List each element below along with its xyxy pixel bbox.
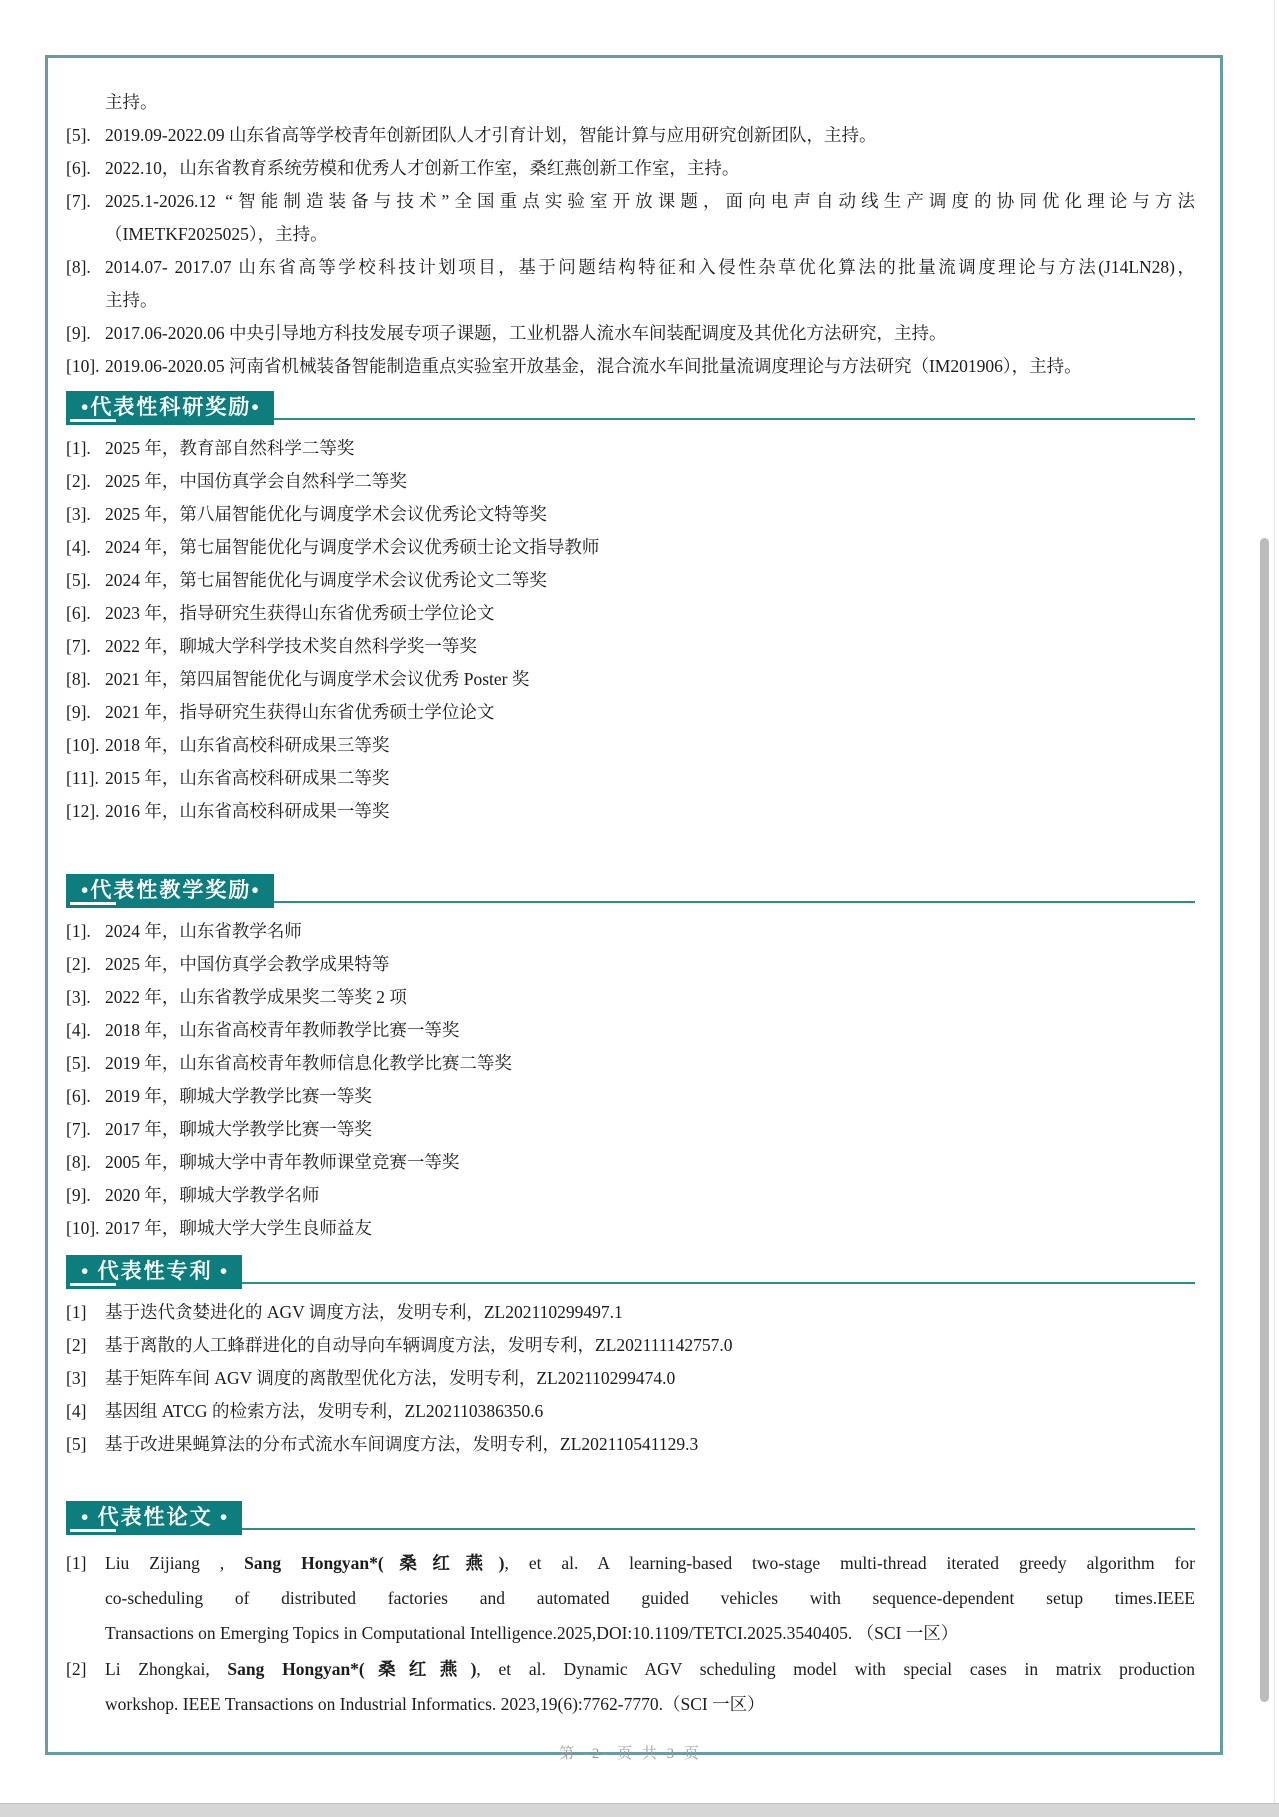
list-item (66, 1014, 1195, 1047)
item-number: [2] (66, 1335, 87, 1355)
item-number: [3]. (66, 987, 91, 1007)
item-number: [12]. (66, 801, 100, 821)
header-underline-decoration (70, 1283, 116, 1286)
item-text: 主持。 (105, 290, 158, 310)
section-rule (274, 391, 1195, 420)
bottom-bar (0, 1803, 1279, 1817)
item-number: [2]. (66, 954, 91, 974)
item-text: 2023 年，指导研究生获得山东省优秀硕士学位论文 (105, 603, 495, 623)
list-item (66, 762, 1195, 795)
list-item (66, 1395, 1195, 1428)
list-item (66, 498, 1195, 531)
item-text: workshop. IEEE Transactions on Industrial Informatics. 2023,19(6):7762-7770.（SCI 一区） (105, 1694, 765, 1714)
item-number: [4]. (66, 537, 91, 557)
item-number: [1] (66, 1302, 87, 1322)
section-header-teaching-awards (66, 874, 1195, 908)
section-title: •代表性科研奖励• (81, 395, 261, 419)
item-text: 2024 年，第七届智能优化与调度学术会议优秀硕士论文指导教师 (105, 537, 600, 557)
section-badge (66, 391, 274, 425)
item-text: 2019.09-2022.09 山东省高等学校青年创新团队人才引育计划，智能计算与应用研究创新团队，主持。 (105, 125, 877, 145)
item-number: [5]. (66, 1053, 91, 1073)
item-number: [4]. (66, 1020, 91, 1040)
item-text: 2024 年，第七届智能优化与调度学术会议优秀论文二等奖 (105, 570, 547, 590)
item-text: 基于改进果蝇算法的分布式流水车间调度方法，发明专利，ZL202110541129.3 (105, 1434, 699, 1454)
list-item (66, 1047, 1195, 1080)
document-page (45, 55, 1223, 1762)
list-item (66, 630, 1195, 663)
item-text: 2019 年，聊城大学教学比赛一等奖 (105, 1086, 372, 1106)
item-number: [9]. (66, 702, 91, 722)
item-number: [1]. (66, 921, 91, 941)
section-badge (66, 1501, 242, 1535)
item-text: 主持。 (105, 92, 158, 112)
item-text (105, 1546, 1195, 1581)
list-item (66, 1652, 1195, 1722)
item-text: 2015 年，山东省高校科研成果二等奖 (105, 768, 390, 788)
list-item (66, 696, 1195, 729)
list-item (66, 1113, 1195, 1146)
item-text: 基于迭代贪婪进化的 AGV 调度方法，发明专利，ZL202110299497.1 (105, 1302, 623, 1322)
item-text: 2017.06-2020.06 中央引导地方科技发展专项子课题，工业机器人流水车间装配调度及其优化方法研究，主持。 (105, 323, 947, 343)
list-item (66, 948, 1195, 981)
item-text: 基于矩阵车间 AGV 调度的离散型优化方法，发明专利，ZL202110299474.0 (105, 1368, 676, 1388)
section-rule (274, 874, 1195, 903)
item-number: [9]. (66, 323, 91, 343)
header-underline-decoration (70, 902, 116, 905)
paper-title: , et al. Dynamic AGV scheduling model with special cases in matrix production (476, 1659, 1196, 1679)
item-number: [5]. (66, 125, 91, 145)
paper-corresponding-author: Sang Hongyan*(桑红燕) (227, 1659, 477, 1679)
paper-authors: Li Zhongkai, (105, 1659, 228, 1679)
item-number: [6]. (66, 158, 91, 178)
paper-corresponding-author: Sang Hongyan*(桑红燕) (244, 1553, 505, 1573)
item-text: 2021 年，第四届智能优化与调度学术会议优秀 Poster 奖 (105, 669, 530, 689)
papers-list (66, 1546, 1195, 1722)
list-item (66, 1428, 1195, 1461)
item-number: [11]. (66, 768, 99, 788)
item-number: [4] (66, 1401, 87, 1421)
list-item (66, 795, 1195, 828)
item-number: [1]. (66, 438, 91, 458)
item-number: [5]. (66, 570, 91, 590)
item-text: Transactions on Emerging Topics in Computational Intelligence.2025,DOI:10.1109/TETCI.2025.3540405. （SCI 一区） (105, 1623, 959, 1643)
header-underline-decoration (70, 1529, 116, 1532)
section-rule (242, 1501, 1195, 1530)
item-number: [6]. (66, 1086, 91, 1106)
item-text: 2024 年，山东省教学名师 (105, 921, 302, 941)
item-number: [8]. (66, 669, 91, 689)
item-text (105, 1652, 1195, 1687)
item-text: 基因组 ATCG 的检索方法，发明专利，ZL202110386350.6 (105, 1401, 544, 1421)
list-item (66, 915, 1195, 948)
list-item (66, 981, 1195, 1014)
item-text: 2025.1-2026.12 “智能制造装备与技术”全国重点实验室开放课题，面向电声自动线生产调度的协同优化理论与方法 (105, 191, 1195, 211)
item-number: [8]. (66, 1152, 91, 1172)
item-text: 2019.06-2020.05 河南省机械装备智能制造重点实验室开放基金，混合流水车间批量流调度理论与方法研究（IM201906），主持。 (105, 356, 1082, 376)
list-item (66, 1146, 1195, 1179)
list-item (66, 1179, 1195, 1212)
section-title: •代表性教学奖励• (81, 878, 261, 902)
list-item (66, 1080, 1195, 1113)
scrollbar-thumb[interactable] (1260, 538, 1269, 1702)
list-item (66, 432, 1195, 465)
list-item (66, 119, 1195, 152)
paper-authors: Liu Zijiang , (105, 1553, 245, 1573)
list-item (66, 663, 1195, 696)
section-header-patents (66, 1255, 1195, 1289)
list-item (66, 317, 1195, 350)
page-footer: 第 -2- 页 共 3 页 (559, 1746, 702, 1762)
item-text: 2017 年，聊城大学大学生良师益友 (105, 1218, 372, 1238)
item-text: co-scheduling of distributed factories and automated guided vehicles with sequence-dependent setup times.IEEE (105, 1588, 1195, 1608)
item-number: [10]. (66, 1218, 100, 1238)
item-number: [7]. (66, 191, 91, 211)
list-item (66, 1362, 1195, 1395)
item-number: [8]. (66, 257, 91, 277)
item-text: 2025 年，中国仿真学会自然科学二等奖 (105, 471, 407, 491)
item-number: [6]. (66, 603, 91, 623)
item-number: [3]. (66, 504, 91, 524)
item-number: [7]. (66, 1119, 91, 1139)
item-text: 2025 年，第八届智能优化与调度学术会议优秀论文特等奖 (105, 504, 547, 524)
item-number: [1] (66, 1553, 87, 1573)
item-text: 基于离散的人工蜂群进化的自动导向车辆调度方法，发明专利，ZL202111142757.0 (105, 1335, 733, 1355)
list-item (66, 1329, 1195, 1362)
list-item (66, 152, 1195, 185)
paper-title: , et al. A learning-based two-stage multi-thread iterated greedy algorithm for (504, 1553, 1195, 1573)
section-title: • 代表性专利 • (81, 1259, 230, 1283)
list-item (66, 1212, 1195, 1245)
list-item (66, 597, 1195, 630)
item-text: 2017 年，聊城大学教学比赛一等奖 (105, 1119, 372, 1139)
list-item (66, 185, 1195, 251)
list-item (66, 1546, 1195, 1651)
item-number: [9]. (66, 1185, 91, 1205)
item-text: 2025 年，中国仿真学会教学成果特等 (105, 954, 390, 974)
item-number: [3] (66, 1368, 87, 1388)
item-text: 2014.07- 2017.07 山东省高等学校科技计划项目，基于问题结构特征和入侵性杂草优化算法的批量流调度理论与方法(J14LN28)， (105, 257, 1195, 277)
section-badge (66, 1255, 242, 1289)
item-number: [7]. (66, 636, 91, 656)
list-item (66, 350, 1195, 383)
section-title: • 代表性论文 • (81, 1505, 230, 1529)
item-number: [10]. (66, 735, 100, 755)
list-item (66, 251, 1195, 317)
list-item (66, 564, 1195, 597)
item-text: 2022.10，山东省教育系统劳模和优秀人才创新工作室，桑红燕创新工作室，主持。 (105, 158, 740, 178)
item-number: [2]. (66, 471, 91, 491)
section-badge (66, 874, 274, 908)
list-item (66, 465, 1195, 498)
continuation-line (66, 86, 1195, 119)
item-text: 2018 年，山东省高校科研成果三等奖 (105, 735, 390, 755)
item-text: 2005 年，聊城大学中青年教师课堂竞赛一等奖 (105, 1152, 460, 1172)
scrollbar-track[interactable] (1274, 0, 1275, 1803)
list-item (66, 531, 1195, 564)
section-header-papers (66, 1501, 1195, 1535)
list-item (66, 1296, 1195, 1329)
item-text: 2018 年，山东省高校青年教师教学比赛一等奖 (105, 1020, 460, 1040)
item-number: [5] (66, 1434, 87, 1454)
section-rule (242, 1255, 1195, 1284)
header-underline-decoration (70, 419, 116, 422)
item-text: 2016 年，山东省高校科研成果一等奖 (105, 801, 390, 821)
item-text: 2022 年，聊城大学科学技术奖自然科学奖一等奖 (105, 636, 477, 656)
item-number: [2] (66, 1659, 87, 1679)
list-item (66, 729, 1195, 762)
item-text: 2022 年，山东省教学成果奖二等奖 2 项 (105, 987, 407, 1007)
item-text: 2025 年，教育部自然科学二等奖 (105, 438, 355, 458)
item-text: 2020 年，聊城大学教学名师 (105, 1185, 320, 1205)
item-text: 2021 年，指导研究生获得山东省优秀硕士学位论文 (105, 702, 495, 722)
item-number: [10]. (66, 356, 100, 376)
item-text: 2019 年，山东省高校青年教师信息化教学比赛二等奖 (105, 1053, 512, 1073)
section-header-research-awards (66, 391, 1195, 425)
item-text: （IMETKF2025025），主持。 (105, 224, 328, 244)
